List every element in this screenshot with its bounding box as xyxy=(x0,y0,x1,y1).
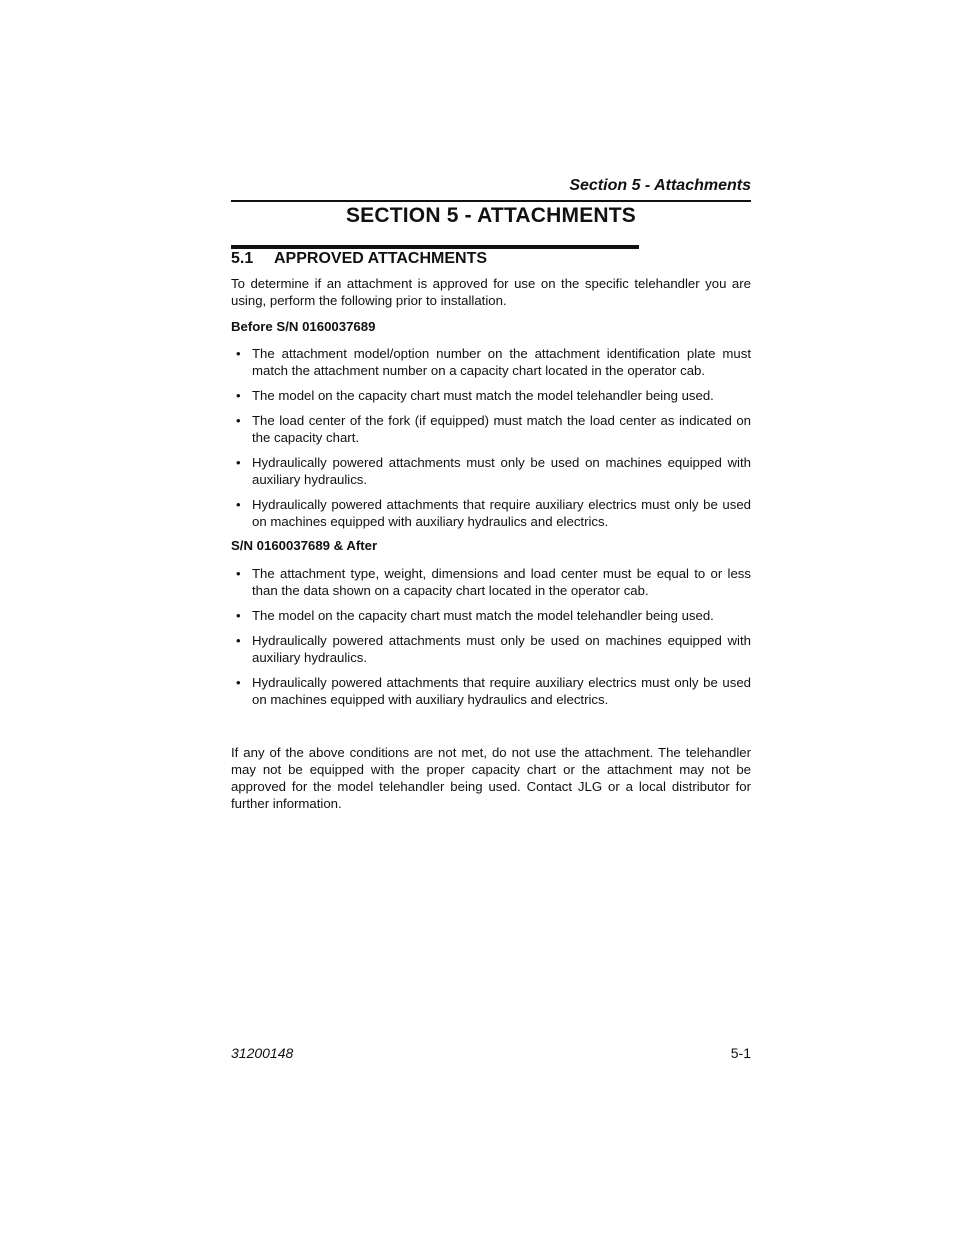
list-item: • Hydraulically powered attachments that require auxiliary electrics must only be used on machines equipped with auxiliary hydraulics and electrics. xyxy=(236,675,751,707)
list-item: • The model on the capacity chart must match the model telehandler being used. xyxy=(236,388,714,403)
bullet-icon: • xyxy=(236,388,241,403)
title-rule xyxy=(231,245,639,249)
bullet-icon: • xyxy=(236,675,241,690)
list-item: • Hydraulically powered attachments must only be used on machines equipped with auxiliary hydraulics. xyxy=(236,455,751,487)
subsection-heading xyxy=(231,250,487,268)
bullet-icon: • xyxy=(236,633,241,648)
before-sn-list xyxy=(231,345,751,538)
document-number: 31200148 xyxy=(231,1045,294,1061)
bullet-icon: • xyxy=(236,346,241,361)
list-item: • The attachment type, weight, dimensions and load center must be equal to or less than the data shown on a capacity chart located in the operator cab. xyxy=(236,566,751,598)
list-item: • The attachment model/option number on the attachment identification plate must match the attachment number on a capacity chart located in the operator cab. xyxy=(236,346,751,378)
after-sn-list xyxy=(231,565,751,716)
bullet-icon: • xyxy=(236,608,241,623)
manual-page xyxy=(231,0,751,1235)
bullet-icon: • xyxy=(236,455,241,470)
page-number: 5-1 xyxy=(730,1045,751,1061)
running-header: Section 5 - Attachments xyxy=(569,177,751,194)
closing-paragraph: If any of the above conditions are not met, do not use the attachment. The telehandler may not be equipped with the proper capacity chart or the attachment may not be approved for the model telehandler being used. Contact JLG or a local distributor for further information. xyxy=(231,745,751,811)
list-item: • Hydraulically powered attachments that require auxiliary electrics must only be used on machines equipped with auxiliary hydraulics and electrics. xyxy=(236,497,751,529)
bullet-icon: • xyxy=(236,566,241,581)
list-item: • The load center of the fork (if equipped) must match the load center as indicated on the capacity chart. xyxy=(236,413,751,445)
intro-paragraph: To determine if an attachment is approved for use on the specific telehandler you are using, perform the following prior to installation. xyxy=(231,276,751,308)
list-item: • The model on the capacity chart must match the model telehandler being used. xyxy=(236,608,714,623)
bullet-icon: • xyxy=(236,413,241,428)
after-sn-heading: S/N 0160037689 & After xyxy=(231,538,378,553)
before-sn-heading: Before S/N 0160037689 xyxy=(231,319,376,334)
subsection-title: APPROVED ATTACHMENTS xyxy=(274,250,488,267)
header-rule xyxy=(231,200,751,202)
list-item: • Hydraulically powered attachments must only be used on machines equipped with auxiliary hydraulics. xyxy=(236,633,751,665)
bullet-icon: • xyxy=(236,497,241,512)
section-title: SECTION 5 - ATTACHMENTS xyxy=(345,204,637,227)
subsection-number: 5.1 xyxy=(231,250,254,267)
